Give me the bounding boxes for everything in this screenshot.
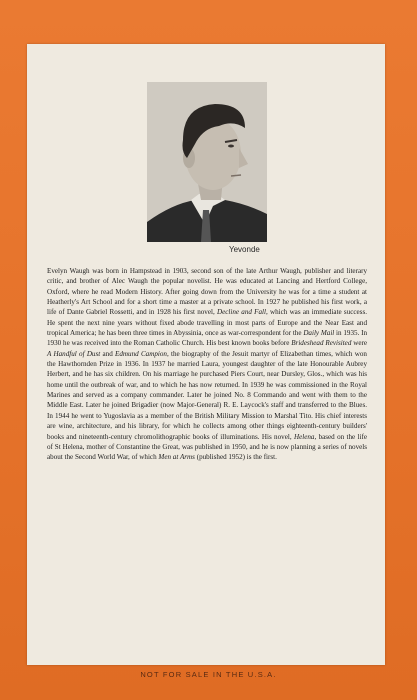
book-title: Edmund Campion: [115, 349, 167, 358]
back-cover-panel: [27, 44, 385, 665]
bio-text: were: [351, 339, 367, 348]
bio-text: , based on the life of St Helena, mother of Constantine the Great, was published in 1950, and he is now planning a series of novels about the Second World War, of which: [47, 432, 367, 462]
book-title: A Handful of Dust: [47, 349, 101, 358]
bio-text: , which was an immediate success. He spent the next nine years without fixed abode travelling in most parts of Europe and the Near East and tropical America; he has been three times in Abyssinia, once as war-correspondent for the: [47, 308, 367, 338]
book-title: Decline and Fall: [216, 308, 266, 317]
bio-text: in 1935. In 1930 he was received into the Roman Catholic Church. His best known books before: [47, 329, 368, 348]
book-title: Brideshead Revisited: [291, 339, 352, 348]
newspaper-title: Daily Mail: [303, 329, 335, 338]
author-portrait: [147, 82, 267, 242]
book-title: Helena: [293, 432, 315, 441]
photo-credit: Yevonde: [229, 245, 260, 254]
bio-text: (published 1952) is the first.: [194, 453, 277, 462]
book-title: Men at Arms: [158, 453, 195, 462]
bio-text: Evelyn Waugh was born in Hampstead in 1903, second son of the late Arthur Waugh, publisher and literary critic, and brother of Alec Waugh the popular novelist. He was educated at Lancing and Hertford College, Oxford, where he read Modern History. After going down from the University he was for a time a student at Heatherly's Art School and for a short time a master at a private school. In 1927 he published his first work, a life of Dante Gabriel Rossetti, and in 1928 his first novel,: [47, 267, 367, 317]
sale-restriction-notice: NOT FOR SALE IN THE U.S.A.: [140, 670, 277, 679]
author-biography: [47, 266, 367, 463]
author-portrait-image: [147, 82, 267, 242]
bio-text: , the biography of the Jesuit martyr of Elizabethan times, which won the Hawthornden Prize in 1936. In 1937 he married Laura, youngest daughter of the late Honourable Aubrey Herbert, and he has six children. On his marriage he purchased Piers Court, near Dursley, Glos., which was his home until the outbreak of war, and to which he has now returned. In 1939 he was commissioned in the Royal Marines and served as a company commander. Later he joined No. 8 Commando and went with them to the Middle East. Later he joined Brigadier (now Major-General) R. E. Laycock's staff and transferred to the Blues. In 1944 he went to Yugoslavia as a member of the British Military Mission to Marshal Tito. His chief interests are wine, architecture, and his library, for which he collects among other things eighteenth-century builders' books and nineteenth-century chromolithographic books of illuminations. His novel,: [47, 349, 367, 441]
bio-text: and: [100, 349, 113, 358]
